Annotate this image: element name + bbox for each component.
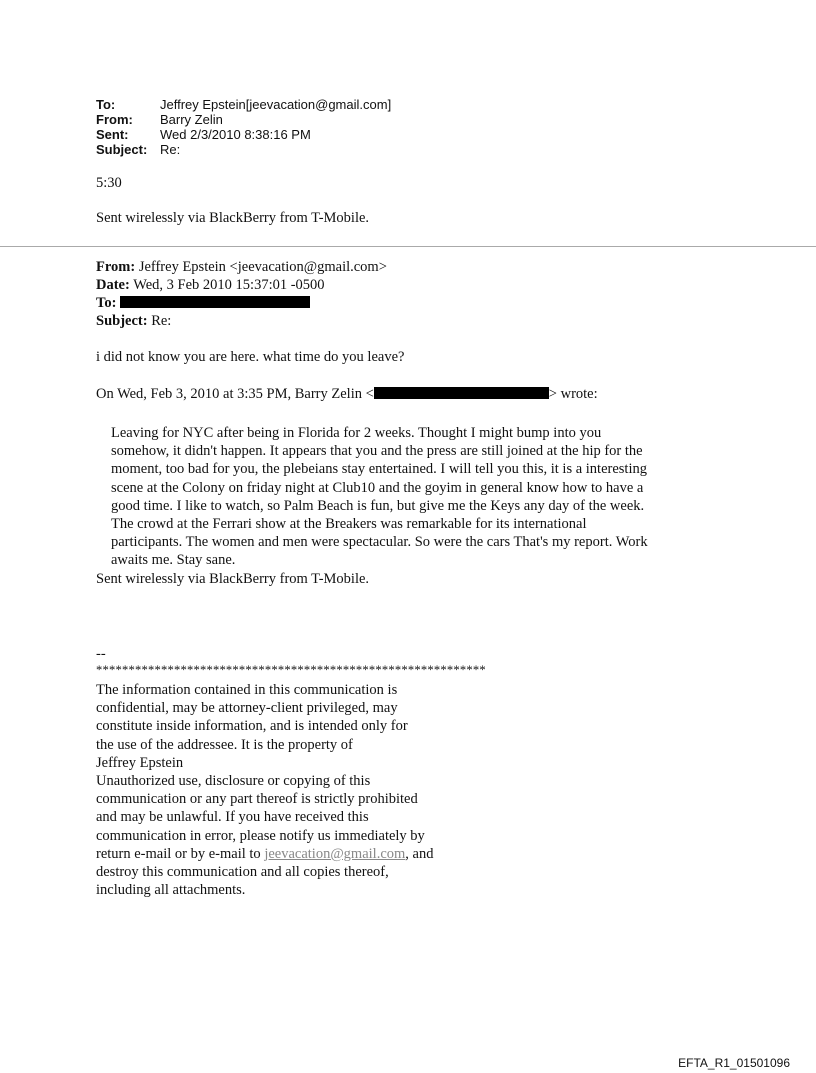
disclaimer-link-line bbox=[96, 845, 516, 863]
quoted-subject-value: Re: bbox=[151, 313, 172, 329]
disclaimer-lines bbox=[96, 681, 516, 845]
quoted-body-line: The crowd at the Ferrari show at the Breakers was remarkable for its international bbox=[111, 516, 587, 533]
quoted-from-label: From: bbox=[96, 259, 136, 275]
quoted-to-label: To: bbox=[96, 295, 117, 311]
redaction-block bbox=[374, 387, 549, 399]
reply-body: 5:30 bbox=[96, 175, 122, 191]
signature-dashes: -- bbox=[96, 646, 106, 662]
header-to-row bbox=[96, 97, 391, 112]
quoted-body-line: moment, too bad for you, the plebeians stay entertained. I will tell you this, it is a interesting bbox=[111, 461, 647, 478]
redaction-block bbox=[120, 296, 310, 308]
disclaimer-line: confidential, may be attorney-client privileged, may bbox=[96, 700, 398, 717]
quoted-body bbox=[111, 424, 711, 570]
header-to-label: To: bbox=[96, 97, 116, 112]
disclaimer-line: communication or any part thereof is strictly prohibited bbox=[96, 791, 418, 808]
header-sent-row bbox=[96, 127, 391, 142]
quoted-subject-label: Subject: bbox=[96, 313, 148, 329]
disclaimer-tail bbox=[96, 863, 516, 899]
disclaimer-line: communication in error, please notify us immediately by bbox=[96, 827, 425, 844]
asterisk-divider: ************************************************************ bbox=[96, 663, 486, 677]
email-link[interactable]: jeevacation@gmail.com bbox=[264, 845, 406, 862]
header-from-label: From: bbox=[96, 112, 133, 127]
quoted-subject-line bbox=[96, 312, 171, 330]
disclaimer-line: the use of the addressee. It is the property of bbox=[96, 736, 353, 753]
attribution-suffix: > wrote: bbox=[548, 386, 598, 402]
header-subject-label: Subject: bbox=[96, 142, 148, 157]
header-from-row bbox=[96, 112, 391, 127]
disclaimer-line: Unauthorized use, disclosure or copying of this bbox=[96, 773, 371, 790]
quoted-body-line: awaits me. Stay sane. bbox=[111, 552, 236, 569]
quoted-date-line bbox=[96, 276, 325, 294]
quoted-from-value: Jeffrey Epstein <jeevacation@gmail.com> bbox=[138, 259, 387, 275]
disclaimer-line: including all attachments. bbox=[96, 882, 246, 899]
quoted-message: i did not know you are here. what time do you leave? bbox=[96, 349, 405, 365]
quoted-body-line: participants. The women and men were spectacular. So were the cars That's my report. Work bbox=[111, 534, 648, 551]
disclaimer-link-suffix: , and bbox=[405, 845, 434, 862]
document-id: EFTA_R1_01501096 bbox=[678, 1056, 790, 1070]
quoted-body-line: scene at the Colony on friday night at Club10 and the goyim in general know how to have a bbox=[111, 479, 644, 496]
confidentiality-disclaimer bbox=[96, 681, 516, 899]
quoted-body-line: good time. I like to watch, so Palm Beach is fun, but give me the Keys any day of the week. bbox=[111, 497, 645, 514]
quoted-to-line bbox=[96, 294, 310, 312]
header-sent-label: Sent: bbox=[96, 127, 129, 142]
disclaimer-line: The information contained in this communication is bbox=[96, 682, 398, 698]
quoted-date-label: Date: bbox=[96, 277, 130, 293]
quoted-body-line: somehow, it didn't happen. It appears that you and the press are still joined at the hip for the bbox=[111, 443, 643, 460]
header-from-value: Barry Zelin bbox=[160, 112, 223, 127]
attribution-line bbox=[96, 385, 598, 403]
disclaimer-line: destroy this communication and all copies thereof, bbox=[96, 864, 389, 881]
quoted-signature: Sent wirelessly via BlackBerry from T-Mobile. bbox=[96, 571, 370, 587]
email-header bbox=[96, 97, 391, 157]
quoted-date-value: Wed, 3 Feb 2010 15:37:01 -0500 bbox=[133, 277, 325, 293]
quoted-body-line: Leaving for NYC after being in Florida for 2 weeks. Thought I might bump into you bbox=[111, 425, 602, 441]
header-to-value: Jeffrey Epstein[jeevacation@gmail.com] bbox=[160, 97, 392, 112]
disclaimer-line: and may be unlawful. If you have received this bbox=[96, 809, 369, 826]
header-subject-value: Re: bbox=[160, 142, 181, 157]
reply-signature: Sent wirelessly via BlackBerry from T-Mobile. bbox=[96, 210, 370, 226]
attribution-prefix: On Wed, Feb 3, 2010 at 3:35 PM, Barry Zelin < bbox=[96, 386, 374, 402]
disclaimer-line: constitute inside information, and is intended only for bbox=[96, 718, 408, 735]
header-subject-row bbox=[96, 142, 391, 157]
header-sent-value: Wed 2/3/2010 8:38:16 PM bbox=[160, 127, 311, 142]
quoted-from-line bbox=[96, 258, 387, 276]
disclaimer-line: Jeffrey Epstein bbox=[96, 754, 184, 771]
separator-line bbox=[0, 246, 816, 247]
disclaimer-link-prefix: return e-mail or by e-mail to bbox=[96, 845, 265, 862]
